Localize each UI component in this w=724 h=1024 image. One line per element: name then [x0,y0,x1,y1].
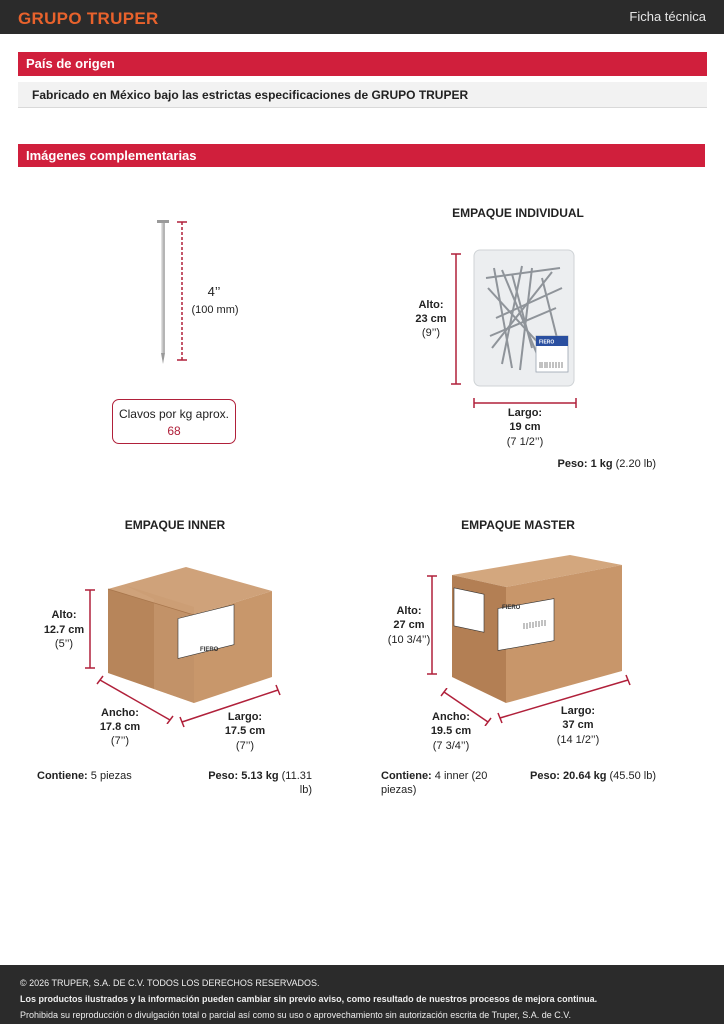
origin-section-title: País de origen [18,52,707,76]
master-weight: Peso: 20.64 kg (45.50 lb) [530,770,656,782]
master-width-cm: 19.5 cm [430,725,472,737]
individual-pack-image [472,248,576,388]
doc-type-label: Ficha técnica [629,9,706,24]
master-pack-title: EMPAQUE MASTER [461,518,575,532]
inner-width-label: Ancho: [101,707,139,719]
inner-weight: Peso: 5.13 kg (11.31 lb) [208,770,312,796]
master-width-label: Ancho: [432,711,470,723]
inner-length-in: (7’’) [235,740,255,752]
inner-width-in: (7’’) [110,735,130,747]
master-length-in: (14 1/2’’) [556,734,600,746]
master-box-brand-label: FIERO [502,605,521,611]
nail-length-in: 4’’ [207,284,221,299]
nails-per-kg-label: Clavos por kg aprox. [118,407,230,421]
footer [0,965,724,1024]
nails-per-kg-box [112,399,236,444]
master-length-cm: 37 cm [562,719,594,731]
individual-length-cm: 19 cm [509,421,541,433]
inner-pack-title: EMPAQUE INNER [124,518,226,532]
origin-text: Fabricado en México bajo las estrictas especificaciones de GRUPO TRUPER [18,82,707,108]
inner-length-label: Largo: [227,711,263,723]
master-height-cm: 27 cm [393,619,425,631]
inner-height-cm: 12.7 cm [43,624,85,636]
master-length-label: Largo: [560,705,596,717]
footer-prohibition: Prohibida su reproducción o divulgación total o parcial así como su uso o aprovechamiento sin autorización escrita de Truper, S.A. de C.V. [20,1010,571,1020]
header-bar [0,0,724,34]
inner-width-cm: 17.8 cm [99,721,141,733]
inner-length-cm: 17.5 cm [224,725,266,737]
inner-box-brand-label: FIERO [200,647,219,653]
images-section-title: Imágenes complementarias [18,144,705,167]
individual-height-label: Alto: [418,299,444,311]
individual-height-cm: 23 cm [415,313,447,325]
individual-pack-brand-label: FIERO [539,339,555,346]
inner-height-label: Alto: [51,609,77,621]
nail-length-mm: (100 mm) [191,304,239,316]
individual-pack-title: EMPAQUE INDIVIDUAL [452,206,584,220]
footer-notice: Los productos ilustrados y la información pueden cambiar sin previo aviso, como resultado de nuestros procesos de mejora continua. [20,994,598,1004]
nail-length-dimension [176,220,188,362]
master-height-label: Alto: [396,605,422,617]
master-width-in: (7 3/4’’) [432,740,470,752]
individual-length-in: (7 1/2’’) [506,436,544,448]
nails-per-kg-value: 68 [167,424,181,438]
inner-contains: Contiene: 5 piezas [37,770,132,782]
master-contains: Contiene: 4 inner (20 piezas) [381,770,488,796]
individual-height-in: (9’’) [421,327,441,339]
footer-copyright: © 2026 TRUPER, S.A. DE C.V. TODOS LOS DERECHOS RESERVADOS. [20,978,320,988]
individual-length-label: Largo: [507,407,543,419]
inner-height-in: (5’’) [54,638,74,650]
individual-weight: Peso: 1 kg (2.20 lb) [557,458,656,470]
brand-logo: GRUPO TRUPER [18,9,159,28]
master-height-in: (10 3/4’’) [387,634,431,646]
